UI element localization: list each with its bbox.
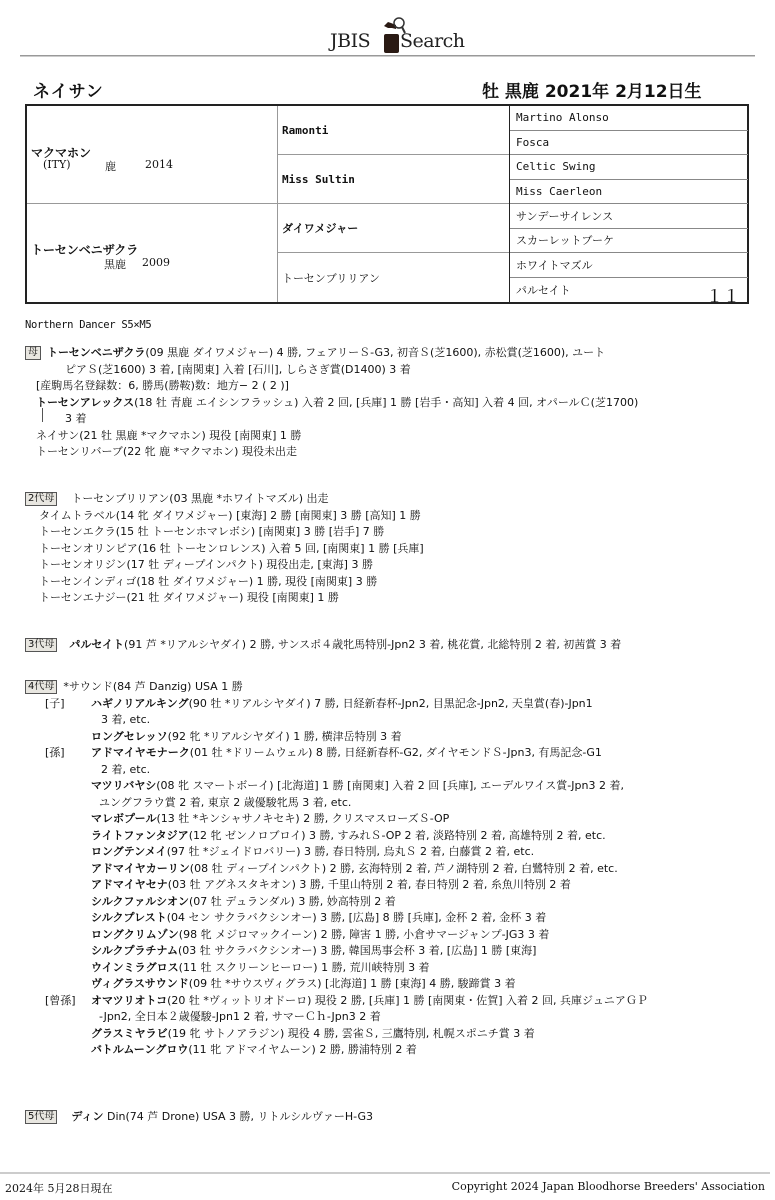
pedigree-dam[interactable] xyxy=(27,204,277,302)
dam-section xyxy=(25,345,638,461)
descendant-text: (03 牡 サクラバクシンオー) 3 勝, 韓国馬事会杯 3 着, [広島] 1 勝 [東海] xyxy=(177,944,537,957)
descendant-text: (97 牡 *ジェイドロバリー) 3 勝, 春日特別, 烏丸Ｓ 2 着, 白藤賞 2 着, etc. xyxy=(166,845,535,858)
list-item: トーセンオリンピア(16 牡 トーセンロレンス) 入着 5 回, [南関東] 1 勝 [兵庫] xyxy=(39,541,424,555)
logo-text-jbis: JBIS xyxy=(330,30,371,52)
pedigree-gen3-cell[interactable]: Martino Alonso xyxy=(510,106,748,131)
jbis-search-logo[interactable] xyxy=(330,8,465,54)
descendant-name[interactable]: ロングセレッソ xyxy=(91,729,168,743)
descendant-name[interactable]: マツリバヤシ xyxy=(91,779,157,792)
offspring-text: ネイサン(21 牡 黒鹿 *マクマホン) 現役 [南関東] 1 勝 xyxy=(36,428,302,442)
dam-year: 2009 xyxy=(142,256,170,269)
dam-tag: 母 xyxy=(25,346,41,360)
descendant-text-cont: 2 着, etc. xyxy=(101,762,151,776)
descendant-name[interactable]: ヴィグラスサウンド xyxy=(91,977,189,990)
pedigree-gen3-cell[interactable]: Fosca xyxy=(510,131,748,156)
pedigree-table xyxy=(25,104,749,307)
dam-section-text: (09 黒鹿 ダイワメジャー) 4 勝, フェアリーＳ-G3, 初音Ｓ(芝1600), 赤松賞(芝1600), ユート xyxy=(145,346,606,359)
horse-name: ネイサン xyxy=(33,82,104,102)
descendant-name[interactable]: ロングクリムゾン xyxy=(91,927,179,941)
logo-can-icon xyxy=(384,34,399,53)
descendant-text: (90 牡 *リアルシヤダイ) 7 勝, 日経新春杯-Jpn2, 目黒記念-Jpn2, 天皇賞(春)-Jpn1 xyxy=(188,696,593,710)
inbreeding-info: Northern Dancer S5×M5 xyxy=(25,319,152,331)
descendant-text-cont: ユングフラウ賞 2 着, 東京 2 歳優駿牝馬 3 着, etc. xyxy=(99,795,352,809)
descendant-name[interactable]: グラスミヤラビ xyxy=(91,1026,168,1040)
third-dam-section xyxy=(25,637,621,654)
pedigree-sire[interactable] xyxy=(27,106,277,204)
pedigree-gen3-cell[interactable]: Miss Caerleon xyxy=(510,180,748,205)
dam-registration-stats: [産駒馬名登録数：6, 勝馬(勝鞍)数：地方− 2 ( 2 )] xyxy=(36,379,289,392)
descendant-name[interactable]: ハギノリアルキング xyxy=(91,696,189,710)
descendant-name[interactable]: バトルムーングロウ xyxy=(91,1043,189,1056)
second-dam-head: トーセンブリリアン(03 黒鹿 *ホワイトマズル) 出走 xyxy=(71,492,329,505)
pedigree-gen2-cell[interactable]: ダイワメジャー xyxy=(278,204,510,253)
dam-color: 黒鹿 xyxy=(104,258,126,271)
footer-date: 2024年 5月28日現在 xyxy=(5,1182,113,1195)
list-item: タイムトラベル(14 牝 ダイワメジャー) [東海] 2 勝 [南関東] 3 勝 [高知] 1 勝 xyxy=(39,508,421,522)
footer-divider xyxy=(0,1172,770,1174)
descendant-text: (01 牡 *ドリームウェル) 8 勝, 日経新春杯-G2, ダイヤモンドＳ-Jpn3, 有馬記念-G1 xyxy=(189,746,602,759)
tree-connector xyxy=(42,408,43,422)
second-dam-tag: 2代母 xyxy=(25,492,57,506)
descendant-name[interactable]: アドマイヤカーリン xyxy=(91,861,190,875)
descendant-text: (03 牡 アグネスタキオン) 3 勝, 千里山特別 2 着, 春日特別 2 着, 糸魚川特別 2 着 xyxy=(167,878,571,891)
descendant-text: (08 牝 スマートボーイ) [北海道] 1 勝 [南関東] 入着 2 回 [兵庫], エーデルワイス賞-Jpn3 2 着, xyxy=(156,779,624,792)
descendant-text-cont: -Jpn2, 全日本２歳優駿-Jpn1 2 着, サマーＣｈ-Jpn3 2 着 xyxy=(99,1010,381,1023)
descendant-text: (09 牡 *サウスヴィグラス) [北海道] 1 勝 [東海] 4 勝, 駿蹄賞 3 着 xyxy=(188,977,516,990)
second-dam-section xyxy=(25,491,424,607)
fifth-dam-text: Din(74 芦 Drone) USA 3 勝, リトルシルヴァーH-G3 xyxy=(103,1110,374,1123)
descendant-text: (08 牡 ディープインパクト) 2 勝, 玄海特別 2 着, 芦ノ湖特別 2 着, 白鷺特別 2 着, etc. xyxy=(189,861,618,875)
sire-year: 2014 xyxy=(145,158,173,171)
descendant-name[interactable]: オマツリオトコ xyxy=(91,993,168,1007)
fifth-dam-name[interactable]: ディン xyxy=(71,1110,104,1123)
logo-text-search: Search xyxy=(400,30,465,52)
offspring-text: トーセンリバーブ(22 牝 鹿 *マクマホン) 現役未出走 xyxy=(36,445,297,458)
list-item: トーセンエナジー(21 牡 ダイワメジャー) 現役 [南関東] 1 勝 xyxy=(39,591,339,604)
fifth-dam-tag: 5代母 xyxy=(25,1110,57,1124)
descendant-text: (98 牝 メジロマックイーン) 2 勝, 障害 1 勝, 小倉サマージャンプ-JG3 3 着 xyxy=(178,927,550,941)
descendant-name[interactable]: シルクファルシオン xyxy=(91,894,190,908)
list-item: トーセンオリジン(17 牡 ディープインパクト) 現役出走, [東海] 3 勝 xyxy=(39,558,373,571)
descendant-text: (11 牡 スクリーンヒーロー) 1 勝, 荒川峡特別 3 着 xyxy=(178,960,430,974)
descendant-text: (20 牡 *ヴィットリオドーロ) 現役 2 勝, [兵庫] 1 勝 [南関東・佐賀] 入着 2 回, 兵庫ジュニアＧＰ xyxy=(167,993,648,1007)
pedigree-gen3-cell[interactable]: パルセイト xyxy=(516,283,571,297)
offspring-text-cont: 3 着 xyxy=(65,412,87,425)
descendant-name[interactable]: ライトファンタジア xyxy=(91,828,189,842)
descendant-name[interactable]: アドマイヤセナ xyxy=(91,878,168,891)
pedigree-gen1 xyxy=(27,106,277,302)
pedigree-gen3 xyxy=(509,106,748,307)
list-item: トーセンインディゴ(18 牡 ダイワメジャー) 1 勝, 現役 [南関東] 3 勝 xyxy=(39,574,378,588)
dam-name[interactable]: トーセンベニザクラ xyxy=(31,243,139,257)
fifth-dam-section xyxy=(25,1109,373,1126)
third-dam-name[interactable]: パルセイト xyxy=(69,638,125,651)
footer-copyright: Copyright 2024 Japan Bloodhorse Breeders' Association xyxy=(451,1180,765,1193)
descendant-text-cont: 3 着, etc. xyxy=(101,713,151,726)
pedigree-gen2-cell[interactable]: Miss Sultin xyxy=(278,155,510,204)
descendant-name[interactable]: ロングテンメイ xyxy=(91,845,167,858)
sire-name[interactable]: マクマホン xyxy=(31,146,92,160)
pedigree-gen3-cell[interactable]: ホワイトマズル xyxy=(510,253,748,278)
group-label-great-grandchildren: [曾孫] xyxy=(45,993,76,1007)
offspring-text: (18 牡 青鹿 エイシンフラッシュ) 入着 2 回, [兵庫] 1 勝 [岩手・高知] 入着 4 回, オパールＣ(芝1700) xyxy=(134,395,639,409)
dam-section-text-cont: ピアＳ(芝1600) 3 着, [南関東] 入着 [石川], しらさぎ賞(D1400) 3 着 xyxy=(65,362,411,376)
pedigree-gen2-cell[interactable]: Ramonti xyxy=(278,106,510,155)
descendant-name[interactable]: シルクプラチナム xyxy=(91,944,178,957)
list-item: トーセンエクラ(15 牡 トーセンホマレボシ) [南関東] 3 勝 [岩手] 7 勝 xyxy=(39,525,385,538)
descendant-text: (04 セン サクラバクシンオー) 3 勝, [広島] 8 勝 [兵庫], 金杯 2 着, 金杯 3 着 xyxy=(166,911,547,924)
group-label-children: [子] xyxy=(45,696,65,710)
fourth-dam-head: *サウンド(84 芦 Danzig) USA 1 勝 xyxy=(63,680,243,693)
sire-origin: (ITY) xyxy=(43,158,71,171)
descendant-name[interactable]: マレボプール xyxy=(91,812,157,825)
descendant-name[interactable]: ウインミラグロス xyxy=(91,960,179,974)
pedigree-gen3-cell[interactable]: サンデーサイレンス xyxy=(510,204,748,229)
header-divider xyxy=(20,55,755,57)
descendant-text: (13 牡 *キンシャサノキセキ) 2 勝, クリスマスローズＳ-OP xyxy=(156,812,450,825)
descendant-name[interactable]: シルクプレスト xyxy=(91,911,167,924)
offspring-name[interactable]: トーセンアレックス xyxy=(36,395,135,409)
pedigree-number: １１ xyxy=(706,287,740,307)
group-label-grandchildren: [孫] xyxy=(45,746,65,759)
descendant-name[interactable]: アドマイヤモナーク xyxy=(91,746,190,759)
descendant-text: (11 牝 アドマイヤムーン) 2 勝, 勝浦特別 2 着 xyxy=(188,1043,417,1056)
descendant-text: (92 牝 *リアルシヤダイ) 1 勝, 横津岳特別 3 着 xyxy=(167,729,402,743)
dam-section-name[interactable]: トーセンベニザクラ xyxy=(47,346,146,359)
third-dam-text: (91 芦 *リアルシヤダイ) 2 勝, サンスポ４歳牝馬特別-Jpn2 3 着, 桃花賞, 北総特別 2 着, 初茜賞 3 着 xyxy=(124,638,622,651)
pedigree-gen2 xyxy=(277,106,510,302)
horse-info: 牡 黒鹿 2021年 2月12日生 xyxy=(482,82,702,102)
pedigree-gen3-cell[interactable]: スカーレットブーケ xyxy=(510,229,748,254)
third-dam-tag: 3代母 xyxy=(25,638,57,652)
descendant-text: (12 牝 ゼンノロブロイ) 3 勝, すみれＳ-OP 2 着, 淡路特別 2 着, 高雄特別 2 着, etc. xyxy=(188,828,606,842)
descendant-text: (19 牝 サトノアラジン) 現役 4 勝, 雲雀Ｓ, 三鷹特別, 札幌スポニチ賞 3 着 xyxy=(167,1026,535,1040)
fourth-dam-section xyxy=(25,679,648,1059)
fourth-dam-tag: 4代母 xyxy=(25,680,57,694)
pedigree-gen2-cell[interactable]: トーセンブリリアン xyxy=(282,271,380,285)
descendant-text: (07 牡 デュランダル) 3 勝, 妙高特別 2 着 xyxy=(189,894,396,908)
pedigree-gen3-cell[interactable]: Celtic Swing xyxy=(510,155,748,180)
sire-color: 鹿 xyxy=(105,160,116,173)
